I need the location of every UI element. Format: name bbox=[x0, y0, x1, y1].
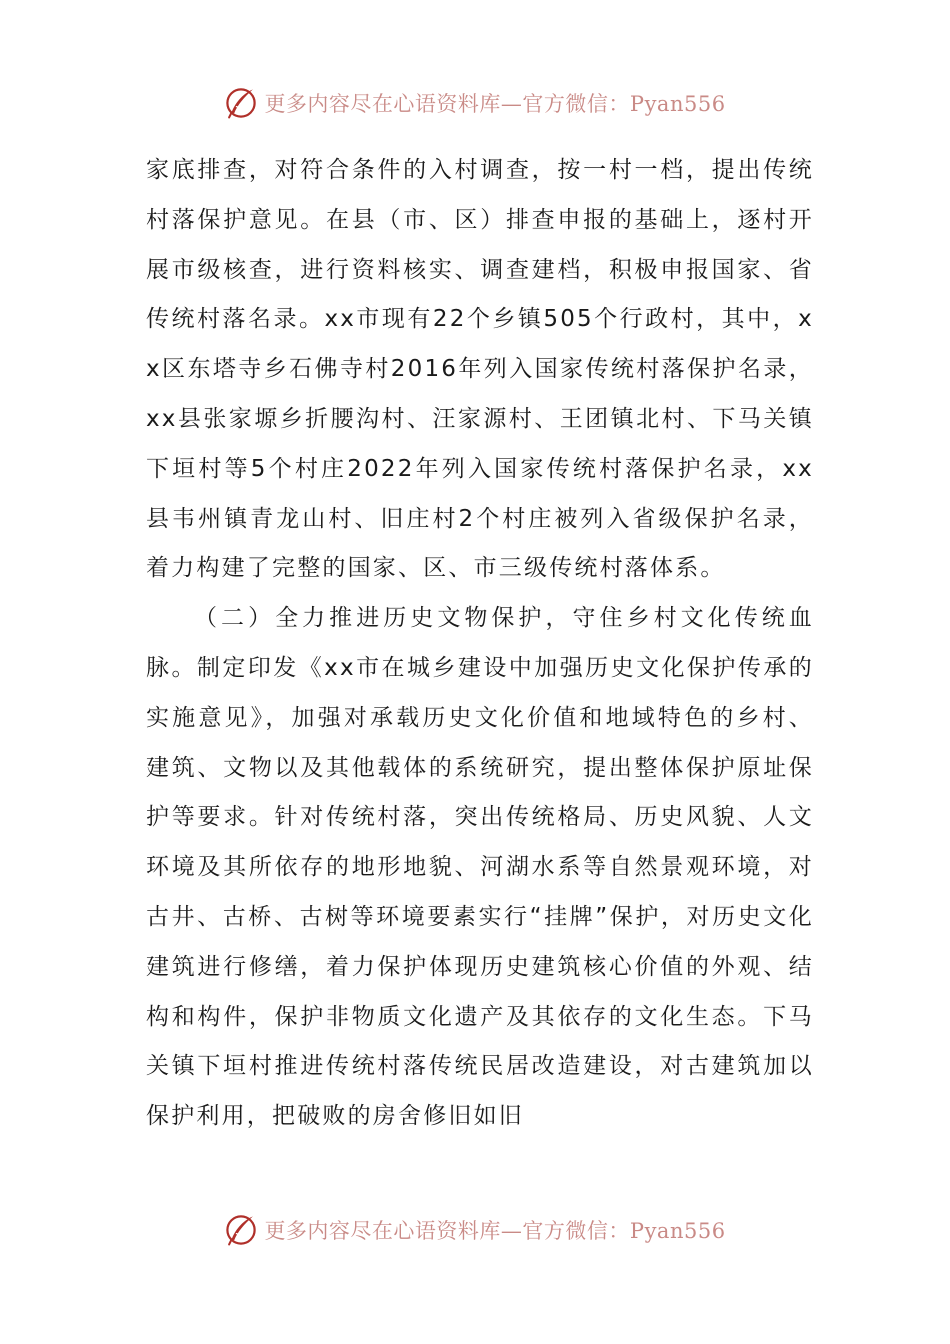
body-paragraph-2: （二）全力推进历史文物保护，守住乡村文化传统血脉。制定印发《xx市在城乡建设中加强历史文化保护传承的实施意见》，加强对承载历史文化价值和地域特色的乡村、建筑、文物以及其他载体的系统研究，提出整体保护原址保护等要求。针对传统村落，突出传统格局、历史风貌、人文环境及其所依存的地形地貌、河湖水系等自然景观环境，对古井、古桥、古树等环境要素实行“挂牌”保护，对历史文化建筑进行修缮，着力保护体现历史建筑核心价值的外观、结构和构件，保护非物质文化遗产及其依存的文化生态。下马关镇下垣村推进传统村落传统民居改造建设，对古建筑加以保护利用，把破败的房舍修旧如旧 bbox=[146, 605, 814, 1130]
header-banner bbox=[0, 83, 950, 123]
quill-logo-icon bbox=[224, 86, 258, 120]
quill-logo-icon bbox=[224, 1213, 258, 1247]
body-paragraph-1: 家底排查，对符合条件的入村调查，按一村一档，提出传统村落保护意见。在县（市、区）排查申报的基础上，逐村开展市级核查，进行资料核实、调查建档，积极申报国家、省传统村落名录。xx市现有22个乡镇505个行政村，其中，xx区东塔寺乡石佛寺村2016年列入国家传统村落保护名录，xx县张家塬乡折腰沟村、汪家源村、王团镇北村、下马关镇下垣村等5个村庄2022年列入国家传统村落保护名录，xx县韦州镇青龙山村、旧庄村2个村庄被列入省级保护名录，着力构建了完整的国家、区、市三级传统村落体系。 bbox=[146, 157, 814, 582]
document-body bbox=[146, 146, 814, 1142]
footer-banner bbox=[0, 1210, 950, 1250]
footer-banner-text: 更多内容尽在心语资料库—官方微信：Pyan556 bbox=[264, 1219, 726, 1243]
header-banner-text: 更多内容尽在心语资料库—官方微信：Pyan556 bbox=[264, 92, 726, 116]
